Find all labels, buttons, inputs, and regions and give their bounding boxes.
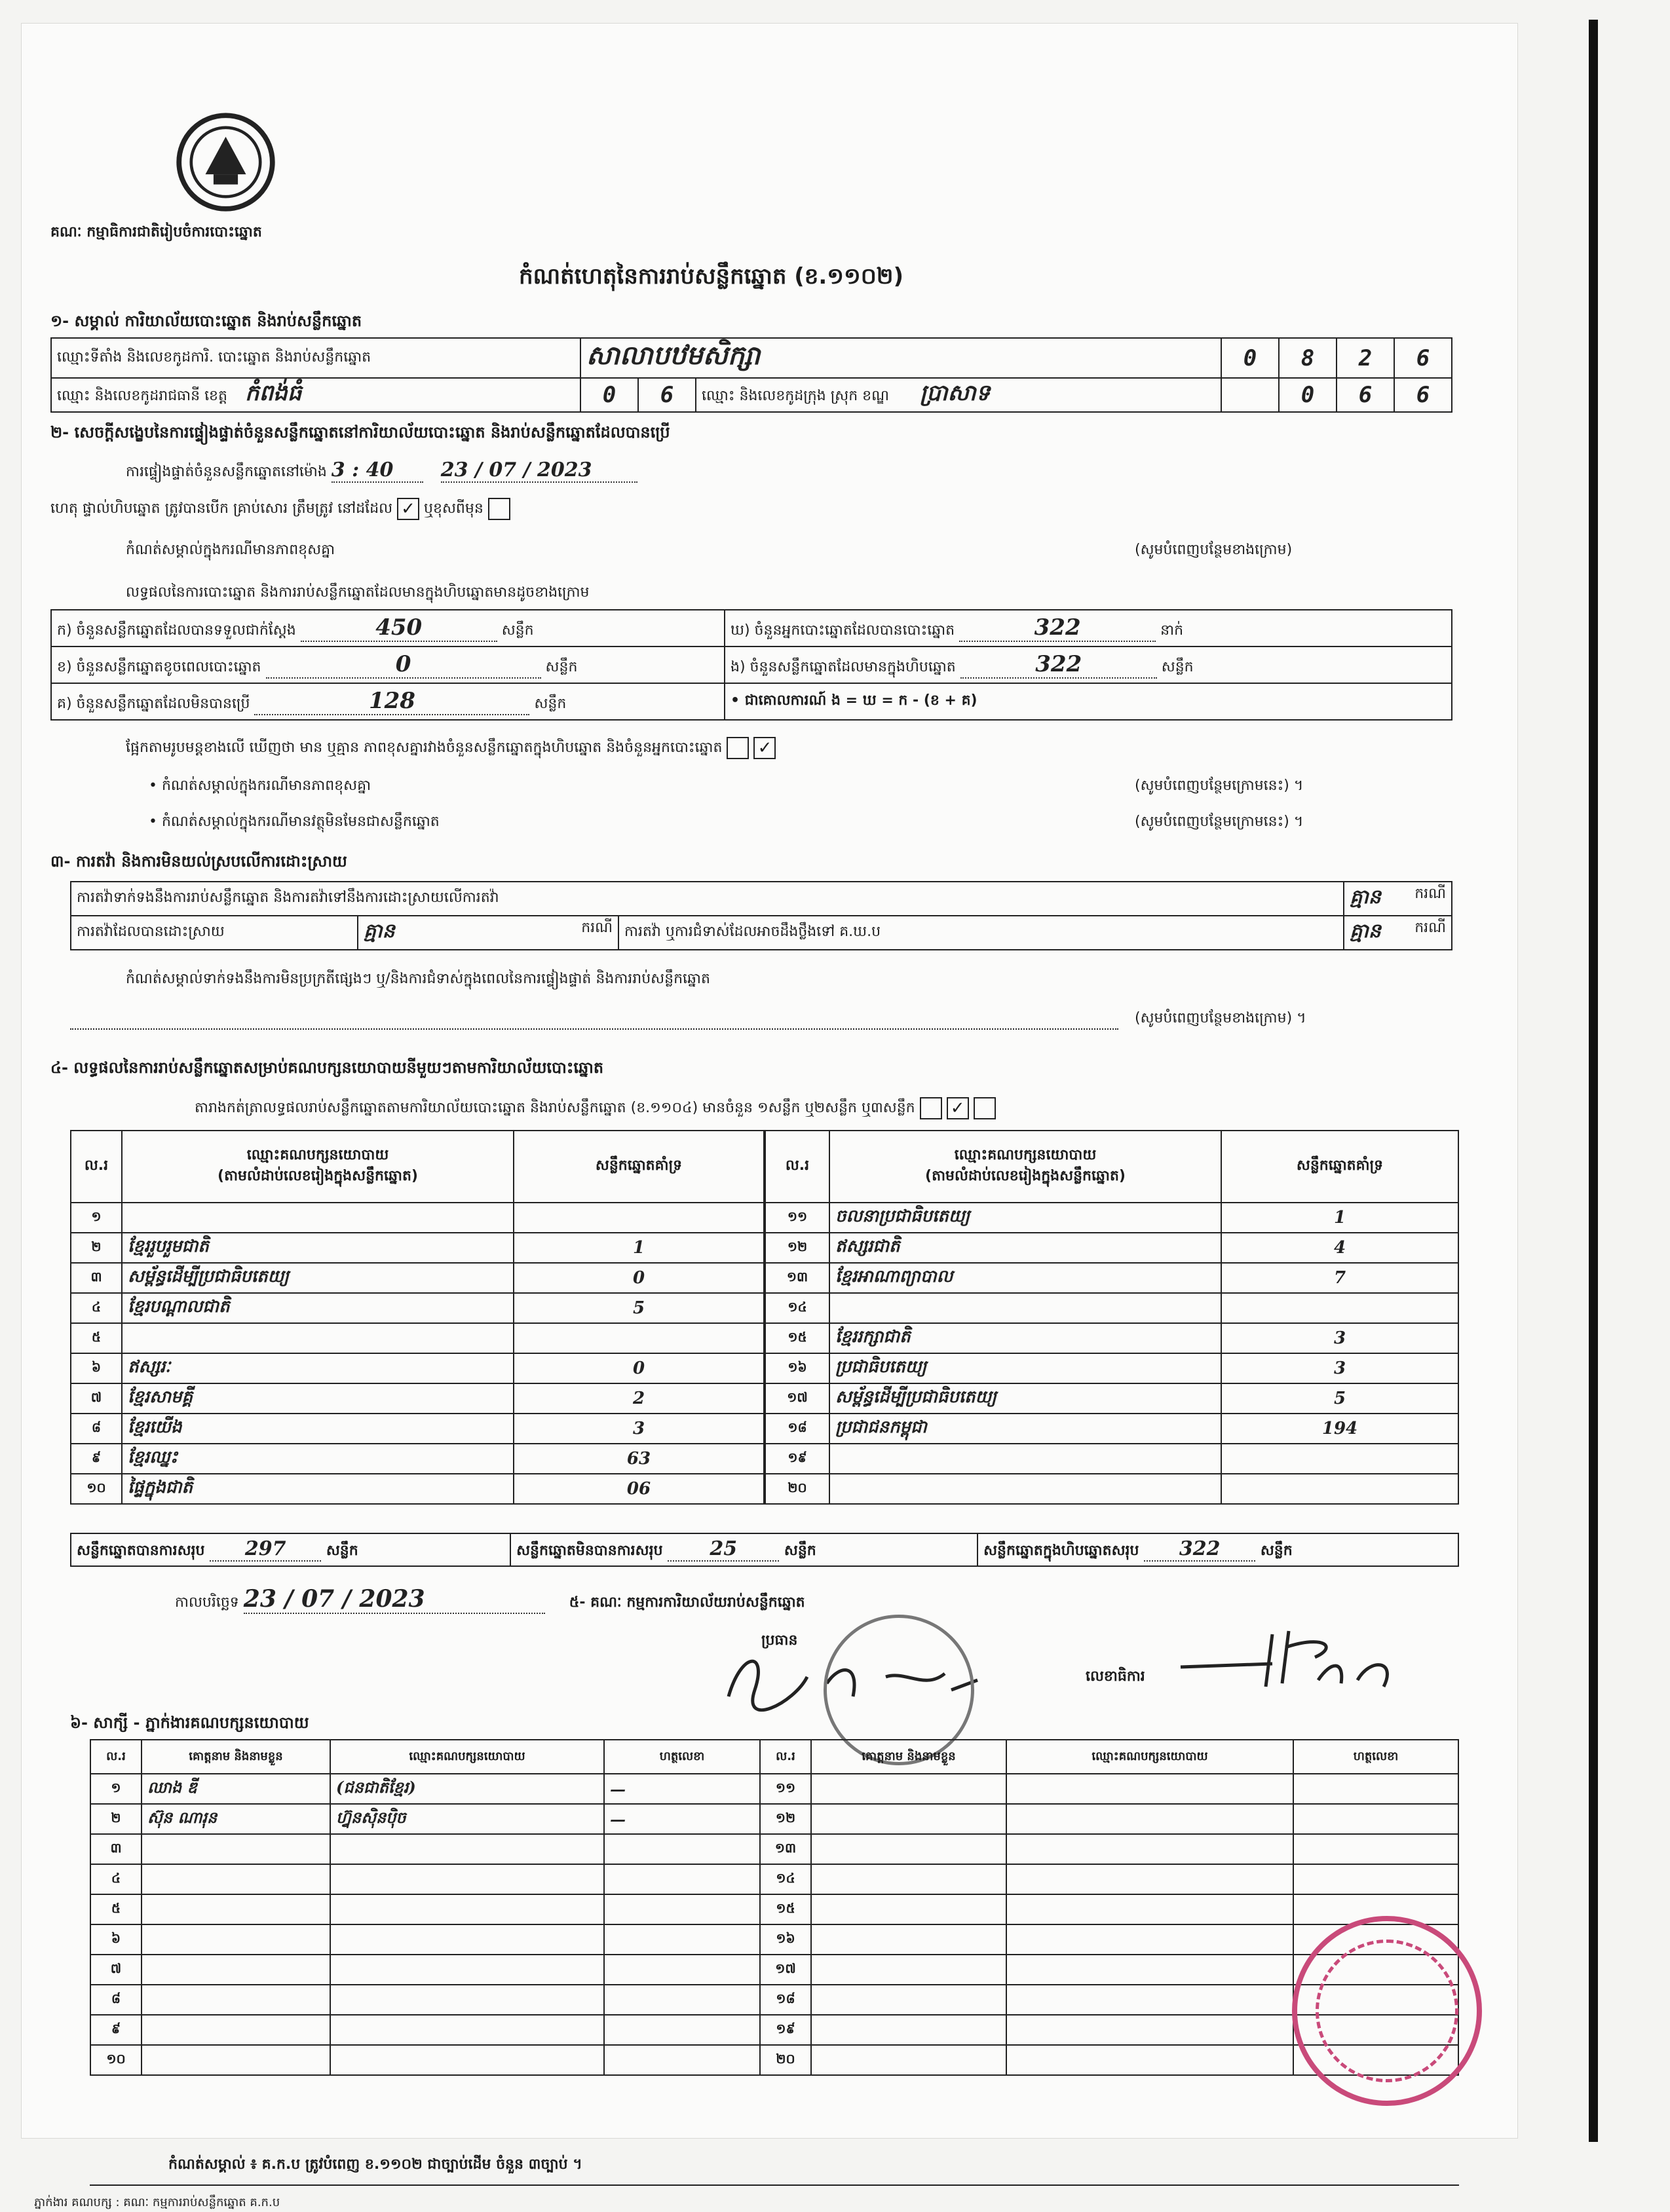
- section1-title: ១- សម្គាល់ ការិយាល័យបោះឆ្នោត និងរាប់សន្លឹកឆ្នោត: [50, 312, 362, 330]
- signature-date: 23 / 07 / 2023: [244, 1585, 545, 1614]
- party-party: ខ្មែរបណ្ដាលជាតិ: [122, 1293, 514, 1323]
- party-no: ១០: [71, 1474, 122, 1504]
- party-votes: [514, 1323, 764, 1353]
- party-row: [765, 1414, 1458, 1444]
- witness-sign: —: [604, 1774, 760, 1804]
- party-no: ៣: [71, 1263, 122, 1293]
- location-code-digit: 6: [1394, 338, 1452, 378]
- province-code-digit: 0: [580, 378, 638, 412]
- ballot-count-table: [50, 609, 1452, 721]
- witness-no: ៧: [90, 1955, 142, 1985]
- witness-no: ១៣: [760, 1834, 811, 1864]
- section4-title: ៤- លទ្ធផលនៃការរាប់សន្លឹកឆ្នោតសម្រាប់គណបក្សនយោបាយនីមួយៗតាមការិយាល័យបោះឆ្នោត: [50, 1059, 604, 1077]
- party-row: [765, 1293, 1458, 1323]
- witness-no: ១១: [760, 1774, 811, 1804]
- changed-checkbox[interactable]: [488, 498, 510, 520]
- witness-party: ហ្វ៊ុនស៊ិនប៉ិច: [330, 1804, 604, 1834]
- party-party: ចលនាប្រជាធិបតេយ្យ: [829, 1203, 1221, 1233]
- party-party: [829, 1474, 1221, 1504]
- sheet-count-line: តារាងកត់ត្រាលទ្ធផលរាប់សន្លឹកឆ្នោតតាមការិយាល័យបោះឆ្នោត និងរាប់សន្លឹកឆ្នោត (ខ.១១០៤) មានចំនួន ១សន្លឹក ឬ២សន្លឹក ឬ៣សន្លឹក ✓: [195, 1097, 996, 1119]
- witness-sign: —: [604, 1804, 760, 1834]
- witness-no: ១៨: [760, 1985, 811, 2015]
- party-party: ខ្មែរឈ្នះ: [122, 1444, 514, 1474]
- witness-name: [142, 1834, 330, 1864]
- party-row: [765, 1353, 1458, 1383]
- witness-empty-cell: [1006, 1894, 1293, 1924]
- total-invalid: សន្លឹកឆ្នោតមិនបានការសរុប 25 សន្លឹក: [510, 1533, 977, 1566]
- witness-no: ៩: [90, 2015, 142, 2045]
- witness-row: [90, 1864, 1458, 1894]
- witness-party: (ជនជាតិខ្មែរ): [330, 1774, 604, 1804]
- party-votes: [1221, 1293, 1458, 1323]
- party-votes: 0: [514, 1353, 764, 1383]
- district-label: ឈ្មោះ និងលេខកូដក្រុង ស្រុក ខណ្ឌ ប្រាសាទ: [696, 378, 1221, 412]
- totals-row: [70, 1533, 1459, 1567]
- party-row: [71, 1383, 764, 1414]
- party-votes: 3: [1221, 1323, 1458, 1353]
- district-code-digit: 6: [1337, 378, 1394, 412]
- bullet-difference: • កំណត់សម្គាល់ក្នុងករណីមានភាពខុសគ្នា: [149, 778, 371, 794]
- bullet-foreign-object-fill: (សូមបំពេញបន្ថែមក្រោមនេះ) ។: [1135, 814, 1304, 830]
- witness-no: ១: [90, 1774, 142, 1804]
- party-party: ខ្មែរសាមគ្គី: [122, 1383, 514, 1414]
- ballot-row: ឃ) ចំនួនអ្នកបោះឆ្នោតដែលបានបោះឆ្នោត 322 នាក់: [725, 610, 1452, 647]
- party-row: [765, 1444, 1458, 1474]
- location-value: សាលាបឋមសិក្សា: [580, 338, 1221, 378]
- party-row: [71, 1233, 764, 1263]
- witness-empty-cell: [1006, 1804, 1293, 1834]
- district-code-digit: 0: [1279, 378, 1337, 412]
- witness-empty-cell: [1006, 1834, 1293, 1864]
- witness-no: ១៧: [760, 1955, 811, 1985]
- party-no: ៩: [71, 1444, 122, 1474]
- two-sheet-checkbox[interactable]: ✓: [947, 1097, 969, 1119]
- ballot-row: គ) ចំនួនសន្លឹកឆ្នោតដែលមិនបានប្រើ 128 សន្លឹក: [51, 683, 725, 720]
- witness-empty-cell: [811, 2015, 1006, 2045]
- witness-name: [142, 1955, 330, 1985]
- party-party: ប្រជាធិបតេយ្យ: [829, 1353, 1221, 1383]
- witness-party: [330, 1864, 604, 1894]
- witness-empty-cell: [811, 1834, 1006, 1864]
- witness-party: [330, 1894, 604, 1924]
- witness-no: ១០: [90, 2045, 142, 2075]
- witness-empty-cell: [1006, 2045, 1293, 2075]
- party-row: [71, 1444, 764, 1474]
- party-votes: 06: [514, 1474, 764, 1504]
- party-votes: 2: [514, 1383, 764, 1414]
- witness-no: ៨: [90, 1985, 142, 2015]
- witness-row: [90, 1834, 1458, 1864]
- district-value: ប្រាសាទ: [920, 380, 991, 406]
- witness-sign: [604, 1924, 760, 1955]
- form-title: កំណត់ហេតុនៃការរាប់សន្លឹកឆ្នោត (ខ.១១០២): [519, 263, 904, 290]
- location-code-digit: 2: [1337, 338, 1394, 378]
- complaints-table: [70, 881, 1452, 950]
- witness-table: ល.រ គោត្តនាម និងនាមខ្លួន ឈ្មោះគណបក្សនយោបាយ ហត្ថលេខា ល.រ គោត្តនាម និងនាមខ្លួន ឈ្មោះគណបក្សនយោបាយ ហត្ថលេខា ១ ឈាង ឌី (ជនជាតិខ្មែរ) — ១១ ២ ស៊ុន ណារុន ហ្វ៊ុនស៊ិនប៉ិច — ១២ ៣ ១៣ ៤ ១៤ ៥ ១៥ ៦ ១៦ ៧ ១៧ ៨ ១៨ ៩ ១៩ ១០ ២០: [90, 1739, 1459, 2076]
- witness-row: [90, 2015, 1458, 2045]
- party-votes: 3: [1221, 1353, 1458, 1383]
- bullet-foreign-object: • កំណត់សម្គាល់ក្នុងករណីមានវត្ថុមិនមែនជាសន្លឹកឆ្នោត: [149, 814, 440, 830]
- party-no: ៨: [71, 1414, 122, 1444]
- party-votes: 4: [1221, 1233, 1458, 1263]
- party-row: [765, 1203, 1458, 1233]
- party-party: ខ្មែរយើង: [122, 1414, 514, 1444]
- party-votes: [1221, 1474, 1458, 1504]
- witness-name: [142, 1924, 330, 1955]
- party-no: ២០: [765, 1474, 829, 1504]
- witness-name: [142, 1894, 330, 1924]
- party-row: [71, 1414, 764, 1444]
- witness-sign: [604, 1834, 760, 1864]
- ballot-row: ខ) ចំនួនសន្លឹកឆ្នោតខូចពេលបោះឆ្នោត 0 សន្លឹក: [51, 647, 725, 683]
- complaint-value: គ្មាន ករណី: [1344, 882, 1452, 916]
- irregularity-note: កំណត់សម្គាល់ទាក់ទងនឹងការមិនប្រក្រតីផ្សេងៗ ឬ/និងការជំទាស់ក្នុងពេលនៃការផ្ទៀងផ្ទាត់ និងការរាប់សន្លឹកឆ្នោត: [126, 971, 710, 987]
- witness-empty-cell: [811, 1864, 1006, 1894]
- party-votes: 1: [514, 1233, 764, 1263]
- province-value: កំពង់ធំ: [244, 380, 302, 406]
- party-party: ខ្មែររួបរួមជាតិ: [122, 1233, 514, 1263]
- col-votes: សន្លឹកឆ្នោតគាំទ្រ: [1221, 1131, 1458, 1203]
- witness-row: [90, 1924, 1458, 1955]
- verification-time-line: ការផ្ទៀងផ្ទាត់ចំនួនសន្លឹកឆ្នោតនៅម៉ោង 3 : 40 23 / 07 / 2023: [126, 459, 637, 483]
- party-row: [765, 1383, 1458, 1414]
- resolved-value: គ្មាន ករណី: [358, 916, 618, 950]
- party-no: ៥: [71, 1323, 122, 1353]
- anomaly-note: កំណត់សម្គាល់ក្នុងករណីមានភាពខុសគ្នា: [126, 542, 335, 558]
- irregularity-fill: (សូមបំពេញបន្ថែមខាងក្រោម) ។: [1135, 1010, 1306, 1026]
- party-party: ឥស្សរជាតិ: [829, 1233, 1221, 1263]
- witness-party: [330, 1955, 604, 1985]
- witness-row: [90, 1894, 1458, 1924]
- party-votes: 63: [514, 1444, 764, 1474]
- col-votes: សន្លឹកឆ្នោតគាំទ្រ: [514, 1131, 764, 1203]
- witness-empty-cell: [811, 2045, 1006, 2075]
- party-row: [71, 1203, 764, 1233]
- party-votes: [514, 1203, 764, 1233]
- witness-name: ស៊ុន ណារុន: [142, 1804, 330, 1834]
- witness-no: ១៩: [760, 2015, 811, 2045]
- witness-party: [330, 1924, 604, 1955]
- document-page: [21, 23, 1518, 2209]
- witness-empty-cell: [1293, 1774, 1458, 1804]
- party-row: [71, 1293, 764, 1323]
- party-votes: 5: [514, 1293, 764, 1323]
- party-party: [122, 1323, 514, 1353]
- one-sheet-checkbox[interactable]: [920, 1097, 942, 1119]
- party-no: ១៦: [765, 1353, 829, 1383]
- complaint-label: ការតវ៉ាទាក់ទងនឹងការរាប់សន្លឹកឆ្នោត និងការតវ៉ាទៅនឹងការដោះស្រាយលើការតវ៉ា: [71, 882, 1344, 916]
- location-code-digit: 0: [1221, 338, 1279, 378]
- time-value: 3 : 40: [332, 459, 423, 483]
- witness-row: [90, 2045, 1458, 2075]
- witness-sign: [604, 1864, 760, 1894]
- party-no: ៦: [71, 1353, 122, 1383]
- witness-empty-cell: [811, 1985, 1006, 2015]
- witness-empty-cell: [1006, 1985, 1293, 2015]
- date-line: កាលបរិច្ឆេទ 23 / 07 / 2023 ៥- គណៈ កម្មការការិយាល័យរាប់សន្លឹកឆ្នោត: [175, 1585, 805, 1613]
- official-stamp-icon: [1292, 1916, 1482, 2106]
- party-party: សម្ព័ន្ធដើម្បីប្រជាធិបតេយ្យ: [829, 1383, 1221, 1414]
- nec-logo-icon: [175, 111, 276, 213]
- escalated-value: គ្មាន ករណី: [1344, 916, 1452, 950]
- section2-title: ២- សេចក្តីសង្ខេបនៃការផ្ទៀងផ្ទាត់ចំនួនសន្លឹកឆ្នោតនៅការិយាល័យបោះឆ្នោត និងរាប់សន្លឹកឆ្នោតដែលបានប្រើ: [50, 423, 670, 441]
- party-row: [765, 1323, 1458, 1353]
- witness-sign: [604, 1955, 760, 1985]
- witness-sign: [604, 1894, 760, 1924]
- province-code-digit: 6: [638, 378, 696, 412]
- province-label: ឈ្មោះ និងលេខកូដរាជធានី ខេត្ត កំពង់ធំ: [51, 378, 580, 412]
- party-no: ១២: [765, 1233, 829, 1263]
- total-in-box: សន្លឹកឆ្នោតក្នុងហិបឆ្នោតសរុប 322 សន្លឹក: [977, 1533, 1458, 1566]
- three-sheet-checkbox[interactable]: [974, 1097, 996, 1119]
- witness-no: ១២: [760, 1804, 811, 1834]
- party-votes: 1: [1221, 1203, 1458, 1233]
- witness-name: [142, 1864, 330, 1894]
- witness-empty-cell: [1006, 2015, 1293, 2045]
- anomaly-fill-hint: (សូមបំពេញបន្ថែមខាងក្រោម): [1135, 542, 1293, 558]
- party-no: ១១: [765, 1203, 829, 1233]
- party-no: ១៣: [765, 1263, 829, 1293]
- section3-title: ៣- ការតវ៉ា និងការមិនយល់ស្របលើការដោះស្រាយ: [50, 852, 347, 871]
- witness-row: [90, 1985, 1458, 2015]
- witness-name: [142, 1985, 330, 2015]
- party-no: ២: [71, 1233, 122, 1263]
- witness-empty-cell: [811, 1955, 1006, 1985]
- witness-empty-cell: [811, 1894, 1006, 1924]
- location-label: ឈ្មោះទីតាំង និងលេខកូដការិ. បោះឆ្នោត និងរាប់សន្លឹកឆ្នោត: [51, 338, 580, 378]
- total-valid: សន្លឹកឆ្នោតបានការសរុប 297 សន្លឹក: [71, 1533, 510, 1566]
- unchanged-checkbox[interactable]: ✓: [397, 498, 419, 520]
- party-no: ១៨: [765, 1414, 829, 1444]
- witness-name: ឈាង ឌី: [142, 1774, 330, 1804]
- difference-yes-checkbox[interactable]: [727, 737, 749, 759]
- col-no: ល.រ: [71, 1131, 122, 1203]
- party-votes: 5: [1221, 1383, 1458, 1414]
- footer-note: កំណត់សម្គាល់ ៖ គ.ក.ប ត្រូវបំពេញ ខ.១១០២ ជាច្បាប់ដើម ចំនួន ៣ច្បាប់ ។: [168, 2156, 582, 2173]
- witness-no: ៣: [90, 1834, 142, 1864]
- party-votes: [1221, 1444, 1458, 1474]
- witness-empty-cell: [1006, 1774, 1293, 1804]
- party-row: [71, 1263, 764, 1293]
- col-party: ឈ្មោះគណបក្សនយោបាយ (តាមលំដាប់លេខរៀងក្នុងសន្លឹកឆ្នោត): [829, 1131, 1221, 1203]
- secretary-signature-icon: [1174, 1621, 1410, 1706]
- witness-row: [90, 1774, 1458, 1804]
- scan-edge-shadow: [1589, 20, 1598, 2142]
- date-value: 23 / 07 / 2023: [441, 459, 637, 483]
- witness-party: [330, 2015, 604, 2045]
- witness-no: ៤: [90, 1864, 142, 1894]
- ballot-row: ង) ចំនួនសន្លឹកឆ្នោតដែលមានក្នុងហិបឆ្នោត 322 សន្លឹក: [725, 647, 1452, 683]
- party-results-right-table: [765, 1130, 1459, 1505]
- party-party: [122, 1203, 514, 1233]
- difference-check-line: ផ្អែកតាមរូបមន្តខាងលើ ឃើញថា មាន ឬគ្មាន ភាពខុសគ្នារវាងចំនួនសន្លឹកឆ្នោតក្នុងហិបឆ្នោត និងចំនួនអ្នកបោះឆ្នោត ✓: [126, 737, 776, 759]
- ballot-box-status-line: ហេតុ ផ្ទាល់ហិបឆ្នោត ត្រូវបានបើក គ្រាប់សោរ ត្រឹមត្រូវ នៅដដែល ✓ ឬខុសពីមុន: [50, 498, 510, 520]
- witness-empty-cell: [1293, 1834, 1458, 1864]
- party-party: ខ្មែររក្សាជាតិ: [829, 1323, 1221, 1353]
- party-row: [71, 1353, 764, 1383]
- witness-no: ២០: [760, 2045, 811, 2075]
- witness-empty-cell: [1293, 1864, 1458, 1894]
- ballot-row: ក) ចំនួនសន្លឹកឆ្នោតដែលបានទទួលជាក់ស្តែង 450 សន្លឹក: [51, 610, 725, 647]
- col-party: ឈ្មោះគណបក្សនយោបាយ (តាមលំដាប់លេខរៀងក្នុងសន្លឹកឆ្នោត): [122, 1131, 514, 1203]
- party-votes: 194: [1221, 1414, 1458, 1444]
- party-no: ៤: [71, 1293, 122, 1323]
- witness-empty-cell: [1006, 1864, 1293, 1894]
- party-party: ខ្មែរអាណាព្យាបាល: [829, 1263, 1221, 1293]
- witness-empty-cell: [1006, 1955, 1293, 1985]
- party-no: ១៥: [765, 1323, 829, 1353]
- party-votes: 7: [1221, 1263, 1458, 1293]
- witness-party: [330, 2045, 604, 2075]
- witness-sign: [604, 2015, 760, 2045]
- escalated-label: ការតវ៉ា ឬការជំទាស់ដែលអាចដឹងថ្លឹងទៅ គ.ឃ.ប: [618, 916, 1344, 950]
- section1-table: [50, 337, 1452, 413]
- witness-party: [330, 1834, 604, 1864]
- chair-label: ប្រធាន: [761, 1632, 798, 1649]
- witness-no: ៦: [90, 1924, 142, 1955]
- witness-no: ១៤: [760, 1864, 811, 1894]
- witness-row: [90, 1804, 1458, 1834]
- witness-sign: [604, 2045, 760, 2075]
- secretary-label: លេខាធិការ: [1086, 1668, 1145, 1685]
- party-results-left-table: [70, 1130, 765, 1505]
- party-row: [71, 1323, 764, 1353]
- witness-row: [90, 1955, 1458, 1985]
- party-no: ១៧: [765, 1383, 829, 1414]
- col-no: ល.រ: [765, 1131, 829, 1203]
- party-row: [71, 1474, 764, 1504]
- party-no: ១៤: [765, 1293, 829, 1323]
- results-intro: លទ្ធផលនៃការបោះឆ្នោត និងការរាប់សន្លឹកឆ្នោតដែលមានក្នុងហិបឆ្នោតមានដូចខាងក្រោម: [126, 584, 590, 601]
- party-party: ផ្ទៃក្នុងជាតិ: [122, 1474, 514, 1504]
- witness-party: [330, 1985, 604, 2015]
- party-no: ១៩: [765, 1444, 829, 1474]
- party-party: ប្រជាជនកម្ពុជា: [829, 1414, 1221, 1444]
- difference-no-checkbox[interactable]: ✓: [753, 737, 776, 759]
- party-party: [829, 1293, 1221, 1323]
- commission-name: គណៈ កម្មាធិការជាតិរៀបចំការបោះឆ្នោត: [50, 224, 262, 240]
- section6-title: ៦- សាក្សី - ភ្នាក់ងារគណបក្សនយោបាយ: [70, 1714, 309, 1732]
- party-votes: 0: [514, 1263, 764, 1293]
- party-row: [765, 1233, 1458, 1263]
- witness-no: ១៥: [760, 1894, 811, 1924]
- witness-empty-cell: [1293, 1804, 1458, 1834]
- party-party: សម្ព័ន្ធដើម្បីប្រជាធិបតេយ្យ: [122, 1263, 514, 1293]
- party-votes: 3: [514, 1414, 764, 1444]
- party-row: [765, 1474, 1458, 1504]
- witness-empty-cell: [811, 1774, 1006, 1804]
- footer-bottom: ភ្នាក់ងារ គណបក្ស : គណៈ កម្មការរាប់សន្លឹកឆ្នោត គ.ក.ប: [34, 2196, 280, 2209]
- district-code-digit: 6: [1394, 378, 1452, 412]
- bullet-difference-fill: (សូមបំពេញបន្ថែមក្រោមនេះ) ។: [1135, 778, 1304, 794]
- party-no: ១: [71, 1203, 122, 1233]
- witness-name: [142, 2045, 330, 2075]
- party-row: [765, 1263, 1458, 1293]
- resolved-label: ការតវ៉ាដែលបានដោះស្រាយ: [71, 916, 358, 950]
- party-no: ៧: [71, 1383, 122, 1414]
- witness-no: ៥: [90, 1894, 142, 1924]
- witness-sign: [604, 1985, 760, 2015]
- ballot-formula: • ជាគោលការណ៍ ង = ឃ = ក - (ខ + គ): [725, 683, 1452, 720]
- witness-empty-cell: [811, 1804, 1006, 1834]
- party-party: ឥស្សរៈ: [122, 1353, 514, 1383]
- witness-no: ១៦: [760, 1924, 811, 1955]
- witness-name: [142, 2015, 330, 2045]
- party-party: [829, 1444, 1221, 1474]
- location-code-digit: 8: [1279, 338, 1337, 378]
- witness-empty-cell: [1006, 1924, 1293, 1955]
- witness-empty-cell: [811, 1924, 1006, 1955]
- witness-no: ២: [90, 1804, 142, 1834]
